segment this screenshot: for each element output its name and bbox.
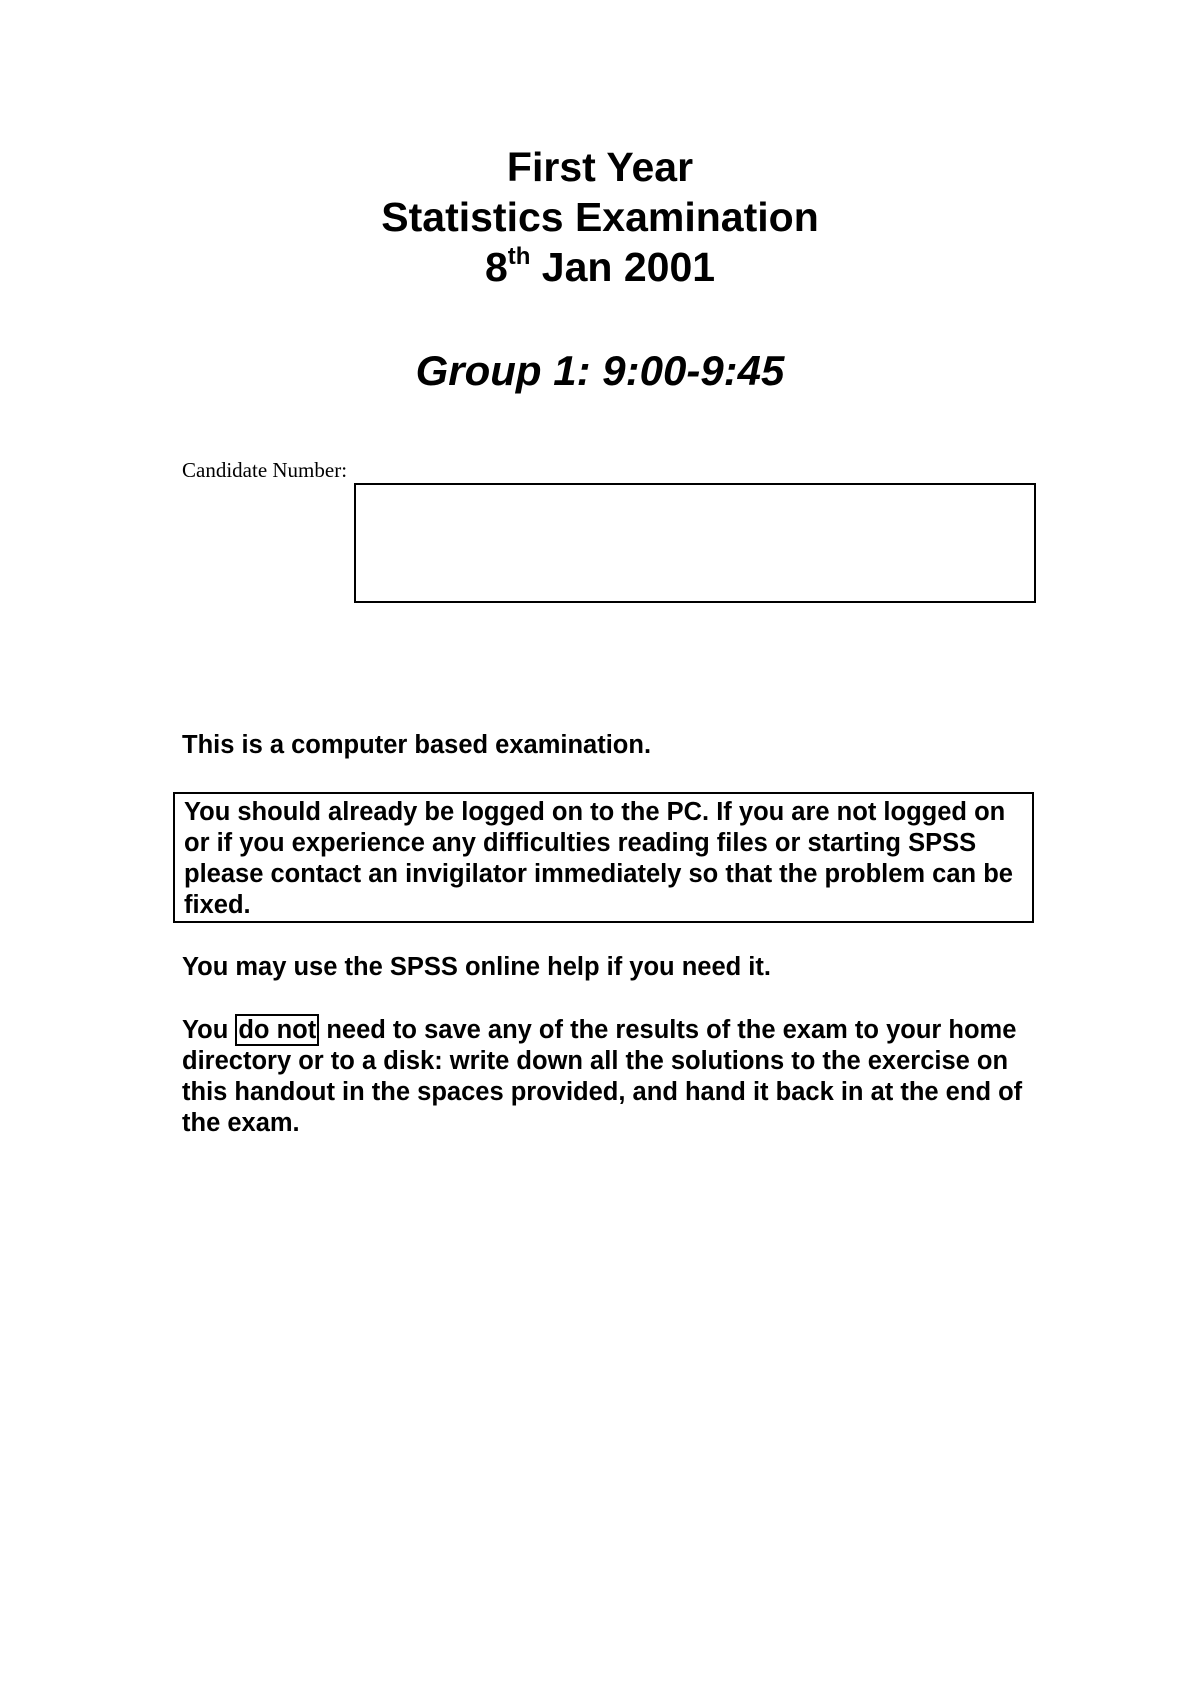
save-suffix: need to save any of the results of the exam to your home directory or to a disk: write down all the solutions to the exercise on this handout in the spaces provided, and hand it back in at the end of the exam. [182, 1016, 1023, 1137]
date-day: 8 [484, 244, 508, 290]
date-suffix: th [507, 243, 531, 271]
exam-group-time: Group 1: 9:00-9:45 [415, 347, 785, 394]
candidate-number-box[interactable] [354, 483, 1036, 603]
exam-title [0, 142, 1200, 292]
save-prefix: You [182, 1016, 236, 1044]
do-not-emphasis: do not [235, 1014, 319, 1046]
help-text: You may use the SPSS online help if you need it. [182, 953, 771, 981]
intro-text: This is a computer based examination. [182, 731, 652, 759]
exam-date [0, 242, 1200, 292]
date-month-year: Jan 2001 [530, 244, 716, 290]
title-year: First Year [506, 144, 694, 190]
login-notice: You should already be logged on to the PC. If you are not logged on or if you experience any difficulties reading files or starting SPSS please contact an invigilator immediately so that the problem can be fixed. [173, 792, 1034, 923]
save-instructions [182, 1015, 1052, 1139]
title-subject: Statistics Examination [381, 194, 819, 240]
candidate-number-label: Candidate Number: [182, 458, 348, 482]
